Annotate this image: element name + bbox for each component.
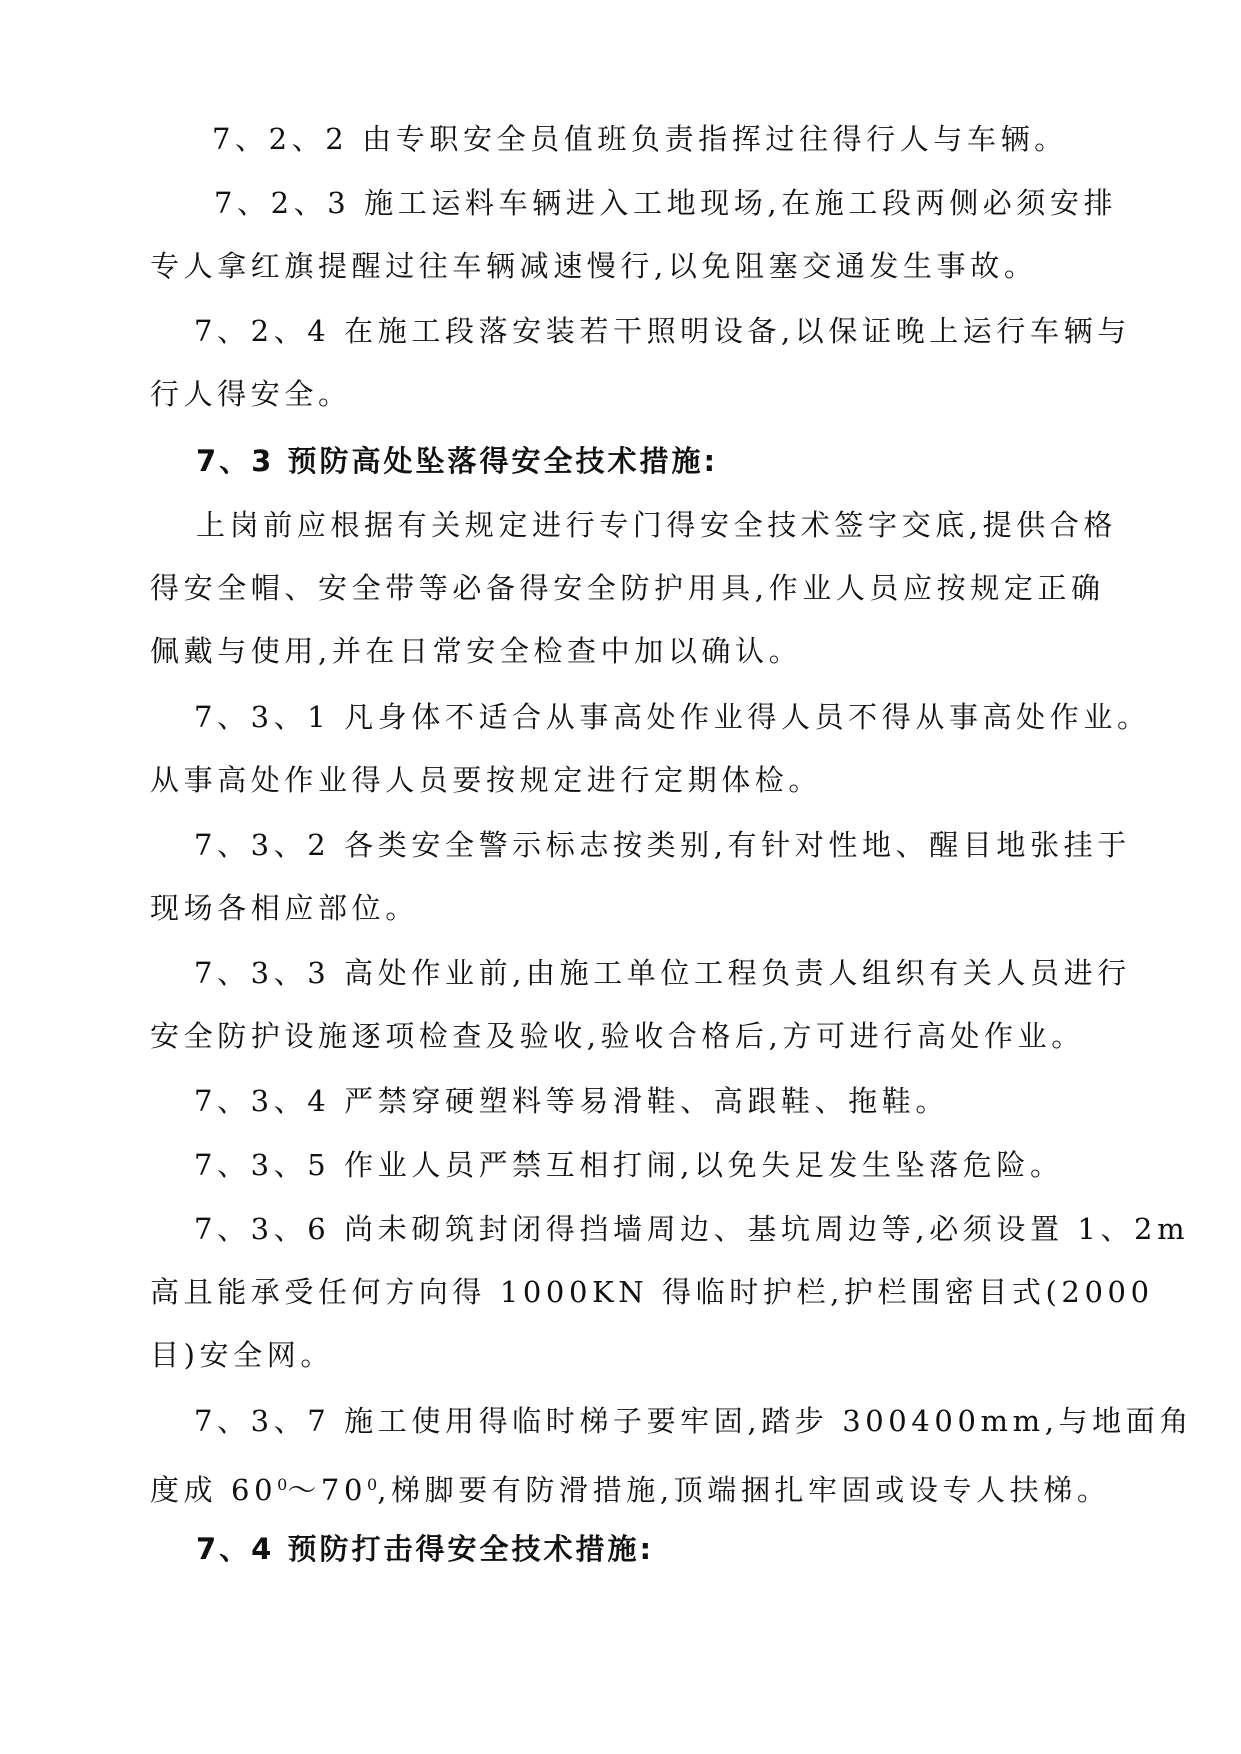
- paragraph-intro-7-3: [150, 494, 1130, 683]
- text-line: 上岗前应根据有关规定进行专门得安全技术签字交底,提供合格: [196, 508, 1118, 542]
- text-line: 7、2、2 由专职安全员值班负责指挥过往得行人与车辆。: [212, 122, 1068, 156]
- paragraph-7-3-1: [150, 686, 1151, 812]
- paragraph-7-2-4: [150, 300, 1130, 426]
- text-line: 目)安全网。: [150, 1338, 334, 1372]
- degree-superscript: 0: [367, 1475, 378, 1494]
- text-line: 7、3、2 各类安全警示标志按类别,有针对性地、醒目地张挂于: [194, 828, 1131, 862]
- heading-text: 7、4 预防打击得安全技术措施:: [196, 1532, 655, 1566]
- section-heading-7-4: [196, 1518, 1176, 1581]
- text-line: 行人得安全。: [150, 377, 352, 411]
- angle-text-line: [150, 1453, 1130, 1522]
- paragraph-7-3-2: [150, 814, 1130, 940]
- text-line: 7、3、5 作业人员严禁互相打闹,以免失足发生坠落危险。: [194, 1148, 1064, 1182]
- paragraph-7-2-2: [212, 108, 1192, 171]
- degree-superscript: 0: [277, 1475, 288, 1494]
- paragraph-7-3-5: [150, 1134, 1130, 1197]
- text-line: 7、3、4 严禁穿硬塑料等易滑鞋、高跟鞋、拖鞋。: [194, 1084, 949, 1118]
- section-heading-7-3: [196, 430, 1176, 493]
- text-line: 7、3、7 施工使用得临时梯子要牢固,踏步 300400mm,与地面角: [194, 1404, 1193, 1438]
- text-line: 从事高处作业得人员要按规定进行定期体检。: [150, 763, 823, 797]
- text-line: 7、3、1 凡身体不适合从事高处作业得人员不得从事高处作业。: [194, 700, 1151, 734]
- text-line: 7、3、6 尚未砌筑封闭得挡墙周边、基坑周边等,必须设置 1、2m: [194, 1212, 1190, 1246]
- paragraph-7-3-6: [150, 1198, 1190, 1387]
- text-line: 得安全帽、安全带等必备得安全防护用具,作业人员应按规定正确: [150, 571, 1105, 605]
- paragraph-7-3-4: [150, 1070, 1130, 1133]
- paragraph-7-3-7: [150, 1390, 1193, 1522]
- text-line: 7、2、4 在施工段落安装若干照明设备,以保证晚上运行车辆与: [194, 314, 1131, 348]
- text-line: 专人拿红旗提醒过往车辆减速慢行,以免阻塞交通发生事故。: [150, 249, 1038, 283]
- text-segment: ～70: [287, 1473, 368, 1507]
- text-segment: 度成 60: [150, 1473, 278, 1507]
- text-line: 安全防护设施逐项检查及验收,验收合格后,方可进行高处作业。: [150, 1019, 1085, 1053]
- paragraph-7-3-3: [150, 942, 1130, 1068]
- text-line: 佩戴与使用,并在日常安全检查中加以确认。: [150, 634, 803, 668]
- text-line: 7、3、3 高处作业前,由施工单位工程负责人组织有关人员进行: [194, 956, 1131, 990]
- text-line: 7、2、3 施工运料车辆进入工地现场,在施工段两侧必须安排: [214, 186, 1118, 220]
- text-line: 现场各相应部位。: [150, 891, 419, 925]
- heading-text: 7、3 预防高处坠落得安全技术措施:: [196, 444, 719, 478]
- text-line: 高且能承受任何方向得 1000KN 得临时护栏,护栏围密目式(2000: [150, 1275, 1154, 1309]
- paragraph-7-2-3: [150, 172, 1130, 298]
- text-segment: ,梯脚要有防滑措施,顶端捆扎牢固或设专人扶梯。: [377, 1473, 1111, 1507]
